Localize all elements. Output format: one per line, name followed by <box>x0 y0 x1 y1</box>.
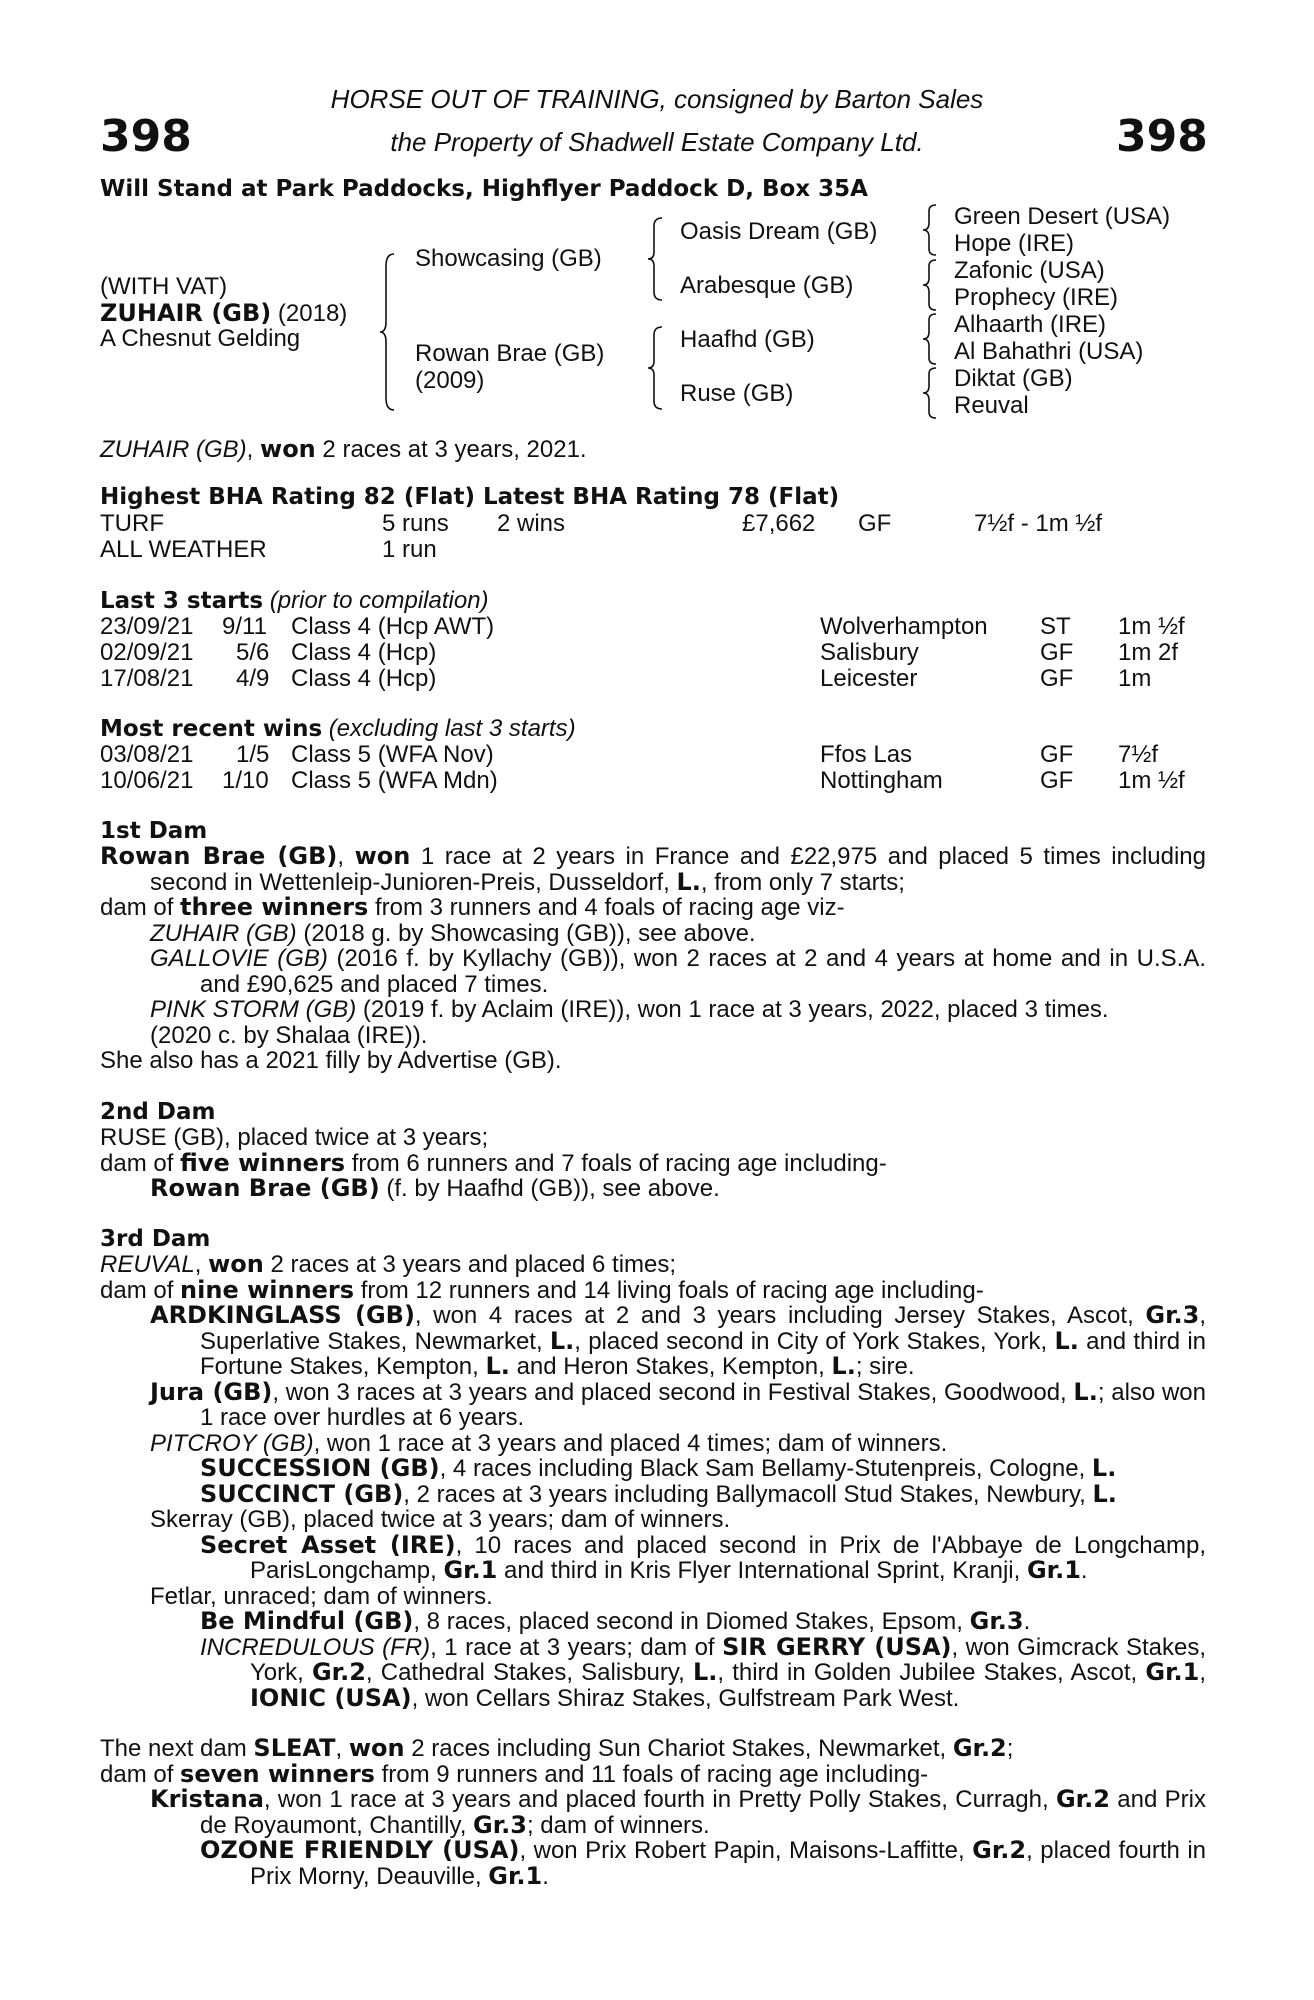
sire: Showcasing (GB) <box>415 245 602 272</box>
win-position: 1/5 <box>236 741 270 768</box>
first-dam-record: Rowan Brae (GB), won 1 race at 2 years in France and £22,975 and placed 5 times including second in Wettenleip-Junioren-Preis, Dusseldorf, L., from only 7 starts; <box>100 842 1206 896</box>
start-course: Leicester <box>820 665 918 692</box>
first-dam-section <box>100 844 1206 1074</box>
produce-entry: Rowan Brae (GB) (f. by Haafhd (GB)), see above. <box>150 1174 720 1202</box>
ancestor-ddd: Reuval <box>954 392 1029 419</box>
lot-number-left: 398 <box>100 111 192 162</box>
pedigree-brace-7 <box>920 366 940 420</box>
start-distance: 1m 2f <box>1118 639 1179 666</box>
last-starts-heading: Last 3 starts (prior to compilation) <box>100 587 489 614</box>
ancestor-dsd: Al Bahathri (USA) <box>954 338 1144 365</box>
second-dam-section <box>100 1125 1206 1202</box>
start-date: 02/09/21 <box>100 639 194 666</box>
record-going-turf: GF <box>858 510 892 537</box>
start-class: Class 4 (Hcp) <box>291 665 437 692</box>
start-going: GF <box>1040 665 1074 692</box>
next-dam-section <box>100 1736 1206 1889</box>
record-surface-aw: ALL WEATHER <box>100 536 267 563</box>
start-distance: 1m <box>1118 665 1152 692</box>
dam-sire: Haafhd (GB) <box>680 326 815 353</box>
start-date: 17/08/21 <box>100 665 194 692</box>
pedigree-brace-2 <box>646 216 666 302</box>
produce-entry: Kristana, won 1 race at 3 years and placed fourth in Pretty Polly Stakes, Curragh, Gr.2 and Prix de Royaumont, Chantilly, Gr.3; dam of winners. <box>150 1785 1206 1839</box>
start-class: Class 4 (Hcp AWT) <box>291 613 495 640</box>
win-distance: 1m ½f <box>1118 767 1185 794</box>
produce-entry: Fetlar, unraced; dam of winners. <box>150 1582 493 1610</box>
horse-year: (2018) <box>271 300 348 327</box>
produce-entry: SUCCESSION (GB), 4 races including Black Sam Bellamy-Stutenpreis, Cologne, L. <box>200 1454 1117 1482</box>
win-class: Class 5 (WFA Mdn) <box>291 767 498 794</box>
next-dam-produce-summary: dam of seven winners from 9 runners and 11 foals of racing age including- <box>100 1759 929 1788</box>
horse-description: A Chesnut Gelding <box>100 325 301 352</box>
third-dam-heading: 3rd Dam <box>100 1226 211 1252</box>
produce-entry: ARDKINGLASS (GB), won 4 races at 2 and 3 years including Jersey Stakes, Ascot, Gr.3, Superlative Stakes, Newmarket, L., placed second in City of York Stakes, York, L. and third in Fortune Stakes, Kempton, L. and Heron Stakes, Kempton, L.; sire. <box>150 1301 1207 1380</box>
sire-sire: Oasis Dream (GB) <box>680 218 878 245</box>
record-prize-turf: £7,662 <box>742 510 816 537</box>
pedigree-brace-1 <box>378 252 398 412</box>
produce-entry: SUCCINCT (GB), 2 races at 3 years including Ballymacoll Stud Stakes, Newbury, L. <box>200 1479 1117 1508</box>
win-date: 03/08/21 <box>100 741 194 768</box>
produce-entry: Jura (GB), won 3 races at 3 years and placed second in Festival Stakes, Goodwood, L.; also won 1 race over hurdles at 6 years. <box>150 1377 1206 1431</box>
pedigree-brace-3 <box>646 325 666 411</box>
win-position: 1/10 <box>222 767 269 794</box>
start-going: GF <box>1040 639 1074 666</box>
start-class: Class 4 (Hcp) <box>291 639 437 666</box>
pedigree-brace-5 <box>920 258 940 312</box>
start-date: 23/09/21 <box>100 613 194 640</box>
produce-entry: PITCROY (GB), won 1 race at 3 years and placed 4 times; dam of winners. <box>150 1429 948 1457</box>
second-dam-heading: 2nd Dam <box>100 1099 216 1125</box>
race-summary: ZUHAIR (GB), won 2 races at 3 years, 2021. <box>100 435 587 463</box>
dam-year: (2009) <box>415 367 485 394</box>
win-course: Ffos Las <box>820 741 913 768</box>
produce-entry: PINK STORM (GB) (2019 f. by Aclaim (IRE)), won 1 race at 3 years, 2022, placed 3 times. <box>150 996 1109 1023</box>
start-position: 5/6 <box>236 639 270 666</box>
produce-entry: OZONE FRIENDLY (USA), won Prix Robert Papin, Maisons-Laffitte, Gr.2, placed fourth in Prix Morny, Deauville, Gr.1. <box>200 1836 1206 1890</box>
pedigree-brace-6 <box>920 312 940 366</box>
sire-dam: Arabesque (GB) <box>680 272 854 299</box>
record-runs-aw: 1 run <box>382 536 437 563</box>
start-going: ST <box>1040 613 1071 640</box>
third-dam-produce-summary: dam of nine winners from 12 runners and 14 living foals of racing age including- <box>100 1275 984 1304</box>
ancestor-sdd: Prophecy (IRE) <box>954 284 1119 311</box>
horse-name: ZUHAIR (GB) <box>100 299 272 327</box>
start-course: Salisbury <box>820 639 919 666</box>
produce-entry: (2020 c. by Shalaa (IRE)). <box>150 1021 428 1049</box>
produce-entry: INCREDULOUS (FR), 1 race at 3 years; dam of SIR GERRY (USA), won Gimcrack Stakes, York, Gr.2, Cathedral Stakes, Salisbury, L., third in Golden Jubilee Stakes, Ascot, Gr.1, IONIC (USA), won Cellars Shiraz Stakes, Gulfstream Park West. <box>200 1632 1207 1712</box>
win-going: GF <box>1040 767 1074 794</box>
second-dam-record: RUSE (GB), placed twice at 3 years; <box>100 1124 489 1151</box>
win-date: 10/06/21 <box>100 767 194 794</box>
produce-entry: GALLOVIE (GB) (2016 f. by Kyllachy (GB)), won 2 races at 2 and 4 years at home and in U.S.A. and £90,625 and placed 7 times. <box>150 945 1206 998</box>
third-dam-section <box>100 1252 1206 1711</box>
horse-name-line <box>100 300 347 327</box>
record-distance-turf: 7½f - 1m ½f <box>974 510 1103 537</box>
win-class: Class 5 (WFA Nov) <box>291 741 494 768</box>
stand-location: Will Stand at Park Paddocks, Highflyer Paddock D, Box 35A <box>100 176 868 202</box>
recent-wins-heading: Most recent wins (excluding last 3 starts) <box>100 715 576 742</box>
start-distance: 1m ½f <box>1118 613 1185 640</box>
vat-note: (WITH VAT) <box>100 273 228 300</box>
produce-entry: Skerray (GB), placed twice at 3 years; dam of winners. <box>150 1506 731 1533</box>
first-dam-note: She also has a 2021 filly by Advertise (GB). <box>100 1047 562 1074</box>
second-dam-produce-summary: dam of five winners from 6 runners and 7 foals of racing age including- <box>100 1148 887 1177</box>
bha-rating: Highest BHA Rating 82 (Flat) Latest BHA Rating 78 (Flat) <box>100 484 840 510</box>
start-position: 9/11 <box>222 613 267 640</box>
ancestor-ssd: Hope (IRE) <box>954 230 1075 257</box>
consignor-line: HORSE OUT OF TRAINING, consigned by Barton Sales <box>330 84 984 114</box>
ancestor-sss: Green Desert (USA) <box>954 203 1171 230</box>
first-dam-produce-summary: dam of three winners from 3 runners and 4 foals of racing age viz- <box>100 893 845 921</box>
third-dam-record: REUVAL, won 2 races at 3 years and placed 6 times; <box>100 1250 677 1278</box>
property-line: the Property of Shadwell Estate Company Ltd. <box>390 127 924 157</box>
ancestor-sds: Zafonic (USA) <box>954 257 1105 284</box>
record-runs-turf: 5 runs <box>382 510 449 537</box>
pedigree-brace-4 <box>920 203 940 257</box>
dam-dam: Ruse (GB) <box>680 380 794 407</box>
record-surface-turf: TURF <box>100 510 164 537</box>
record-wins-turf: 2 wins <box>497 510 566 537</box>
start-position: 4/9 <box>236 665 270 692</box>
first-dam-heading: 1st Dam <box>100 818 208 844</box>
produce-entry: Secret Asset (IRE), 10 races and placed second in Prix de l'Abbaye de Longchamp, ParisLongchamp, Gr.1 and third in Kris Flyer International Sprint, Kranji, Gr.1. <box>200 1530 1206 1584</box>
next-dam-record: The next dam SLEAT, won 2 races including Sun Chariot Stakes, Newmarket, Gr.2; <box>100 1734 1014 1762</box>
dam: Rowan Brae (GB) <box>415 340 605 367</box>
ancestor-dss: Alhaarth (IRE) <box>954 311 1107 338</box>
produce-entry: ZUHAIR (GB) (2018 g. by Showcasing (GB)), see above. <box>150 919 756 947</box>
start-course: Wolverhampton <box>820 613 988 640</box>
produce-entry: Be Mindful (GB), 8 races, placed second in Diomed Stakes, Epsom, Gr.3. <box>200 1607 1031 1635</box>
lot-number-right: 398 <box>1116 111 1208 162</box>
win-course: Nottingham <box>820 767 943 794</box>
ancestor-dds: Diktat (GB) <box>954 365 1073 392</box>
win-going: GF <box>1040 741 1074 768</box>
win-distance: 7½f <box>1118 741 1159 768</box>
